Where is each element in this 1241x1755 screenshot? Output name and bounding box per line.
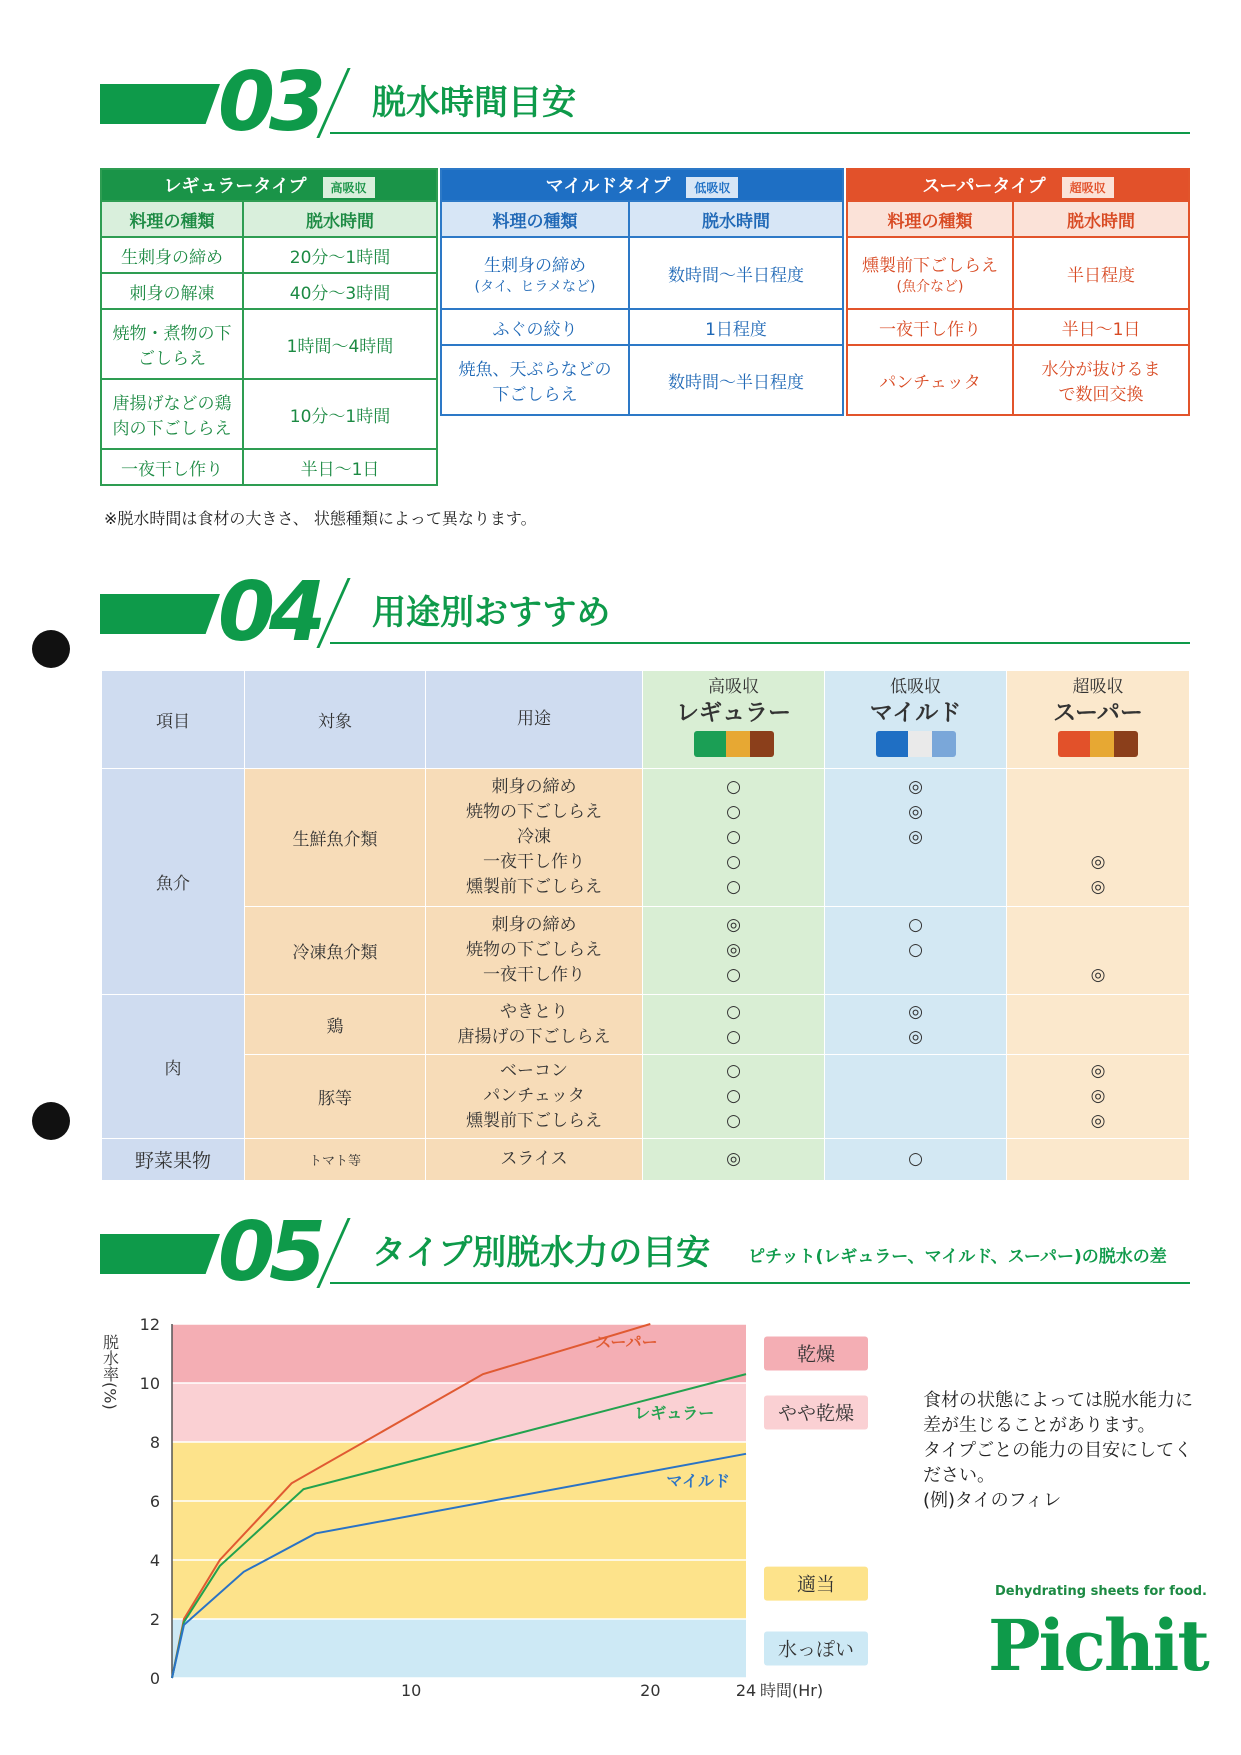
col-regular: 高吸収 レギュラー bbox=[643, 671, 825, 769]
use-cell: 刺身の締め 焼物の下ごしらえ 一夜干し作り bbox=[426, 907, 643, 995]
super-mark-cell: ◎ ◎ bbox=[1007, 769, 1190, 907]
header-rule bbox=[330, 1282, 1190, 1284]
header-rule bbox=[330, 642, 1190, 644]
mild-package-image bbox=[876, 731, 956, 757]
dish-cell: 焼魚、天ぷらなどの下ごしらえ bbox=[441, 345, 629, 415]
x-tick-label: 24 bbox=[735, 1681, 757, 1700]
regular-badge: 高吸収 bbox=[323, 177, 375, 198]
target-cell: 生鮮魚介類 bbox=[245, 769, 426, 907]
col-target: 対象 bbox=[245, 671, 426, 769]
item-cell: 野菜果物 bbox=[102, 1139, 245, 1181]
y-tick-label: 4 bbox=[149, 1551, 160, 1570]
time-cell: 水分が抜けるまで数回交換 bbox=[1013, 345, 1189, 415]
time-cell: 半日〜1日 bbox=[243, 449, 437, 485]
section-title: タイプ別脱水力の目安 bbox=[372, 1233, 711, 1273]
use-cell: 刺身の締め 焼物の下ごしらえ 冷凍 一夜干し作り 燻製前下ごしらえ bbox=[426, 769, 643, 907]
section-03-header bbox=[100, 55, 1190, 150]
y-tick-label: 2 bbox=[149, 1610, 160, 1629]
x-axis-label: 時間(Hr) bbox=[760, 1681, 824, 1700]
band-label: 適当 bbox=[796, 1573, 836, 1596]
band-label: 水っぽい bbox=[777, 1638, 855, 1661]
item-cell: 魚介 bbox=[102, 769, 245, 995]
target-cell: トマト等 bbox=[245, 1139, 426, 1181]
mild-mark-cell: ◎ ◎ bbox=[825, 995, 1007, 1055]
series-label: レギュラー bbox=[634, 1403, 715, 1423]
x-tick-label: 20 bbox=[640, 1681, 661, 1700]
use-cell: ベーコン パンチェッタ 燻製前下ごしらえ bbox=[426, 1055, 643, 1139]
regular-mark-cell: ○ ○ ○ ○ ○ bbox=[643, 769, 825, 907]
band-label: 乾燥 bbox=[796, 1343, 836, 1366]
dish-cell: 生刺身の締め bbox=[101, 237, 243, 273]
regular-mark-cell: ◎ ◎ ○ bbox=[643, 907, 825, 995]
y-tick-label: 6 bbox=[149, 1492, 160, 1511]
dish-cell: 生刺身の締め (タイ、ヒラメなど) bbox=[441, 237, 629, 309]
header-slash bbox=[316, 578, 350, 648]
pichit-logo: Pichit bbox=[988, 1604, 1208, 1687]
punch-hole-top bbox=[32, 630, 70, 668]
regular-time-table bbox=[100, 168, 438, 486]
mild-mark-cell: ○ bbox=[825, 1139, 1007, 1181]
time-cell: 数時間〜半日程度 bbox=[629, 345, 843, 415]
use-cell: やきとり 唐揚げの下ごしらえ bbox=[426, 995, 643, 1055]
x-tick-label: 10 bbox=[400, 1681, 422, 1700]
regular-mark-cell: ○ ○ bbox=[643, 995, 825, 1055]
time-cell: 半日〜1日 bbox=[1013, 309, 1189, 345]
section-number: 05 bbox=[218, 1205, 321, 1300]
col-time: 脱水時間 bbox=[1013, 201, 1189, 237]
time-cell: 半日程度 bbox=[1013, 237, 1189, 309]
col-time: 脱水時間 bbox=[243, 201, 437, 237]
side-note-line: 食材の状態によっては脱水能力に差が生じることがあります。 bbox=[923, 1390, 1193, 1436]
time-cell: 数時間〜半日程度 bbox=[629, 237, 843, 309]
series-label: スーパー bbox=[595, 1332, 658, 1352]
y-tick-label: 12 bbox=[139, 1315, 160, 1334]
col-use: 用途 bbox=[426, 671, 643, 769]
header-bar bbox=[100, 594, 220, 634]
super-mark-cell bbox=[1007, 995, 1190, 1055]
y-tick-label: 8 bbox=[149, 1433, 160, 1452]
col-dish: 料理の種類 bbox=[441, 201, 629, 237]
super-mark-cell: ◎ bbox=[1007, 907, 1190, 995]
dish-cell: ふぐの絞り bbox=[441, 309, 629, 345]
header-rule bbox=[330, 132, 1190, 134]
mild-header: マイルドタイプ 低吸収 bbox=[441, 169, 843, 201]
time-cell: 40分〜3時間 bbox=[243, 273, 437, 309]
regular-header: レギュラータイプ 高吸収 bbox=[101, 169, 437, 201]
super-time-table bbox=[846, 168, 1190, 416]
side-note-line: タイプごとの能力の目安にしてください。 bbox=[923, 1440, 1193, 1486]
dish-cell: 焼物・煮物の下ごしらえ bbox=[101, 309, 243, 379]
header-bar bbox=[100, 84, 220, 124]
chart-side-note bbox=[923, 1388, 1193, 1513]
section-title: 用途別おすすめ bbox=[372, 593, 611, 633]
dish-cell: 燻製前下ごしらえ (魚介など) bbox=[847, 237, 1013, 309]
section-05-header bbox=[100, 1205, 1190, 1300]
header-slash bbox=[316, 68, 350, 138]
time-cell: 10分〜1時間 bbox=[243, 379, 437, 449]
mild-time-table bbox=[440, 168, 844, 416]
time-cell: 1日程度 bbox=[629, 309, 843, 345]
band-0 bbox=[172, 1324, 746, 1383]
punch-hole-bottom bbox=[32, 1102, 70, 1140]
col-dish: 料理の種類 bbox=[101, 201, 243, 237]
dish-cell: 一夜干し作り bbox=[101, 449, 243, 485]
col-super: 超吸収 スーパー bbox=[1007, 671, 1190, 769]
mild-mark-cell: ◎ ◎ ◎ bbox=[825, 769, 1007, 907]
item-cell: 肉 bbox=[102, 995, 245, 1139]
y-tick-label: 0 bbox=[149, 1669, 160, 1688]
dehydration-chart bbox=[100, 1310, 900, 1710]
dish-cell: 刺身の解凍 bbox=[101, 273, 243, 309]
col-item: 項目 bbox=[102, 671, 245, 769]
target-cell: 冷凍魚介類 bbox=[245, 907, 426, 995]
col-dish: 料理の種類 bbox=[847, 201, 1013, 237]
regular-package-image bbox=[694, 731, 774, 757]
band-label: やや乾燥 bbox=[777, 1402, 855, 1425]
section-number: 04 bbox=[218, 565, 321, 660]
mild-mark-cell: ○ ○ bbox=[825, 907, 1007, 995]
target-cell: 豚等 bbox=[245, 1055, 426, 1139]
super-mark-cell bbox=[1007, 1139, 1190, 1181]
super-badge: 超吸収 bbox=[1062, 177, 1114, 198]
header-slash bbox=[316, 1218, 350, 1288]
super-mark-cell: ◎ ◎ ◎ bbox=[1007, 1055, 1190, 1139]
regular-mark-cell: ○ ○ ○ bbox=[643, 1055, 825, 1139]
super-package-image bbox=[1058, 731, 1138, 757]
y-tick-label: 10 bbox=[139, 1374, 160, 1393]
dehydration-note: ※脱水時間は食材の大きさ、 状態種類によって異なります。 bbox=[104, 509, 537, 528]
series-label: マイルド bbox=[666, 1471, 731, 1491]
header-bar bbox=[100, 1234, 220, 1274]
mild-mark-cell bbox=[825, 1055, 1007, 1139]
dish-cell: 唐揚げなどの鶏肉の下ごしらえ bbox=[101, 379, 243, 449]
band-3 bbox=[172, 1619, 746, 1678]
super-header: スーパータイプ 超吸収 bbox=[847, 169, 1189, 201]
y-axis-label: 脱水率(%) bbox=[100, 1334, 120, 1410]
side-note-line: (例)タイのフィレ bbox=[923, 1490, 1062, 1511]
dish-cell: パンチェッタ bbox=[847, 345, 1013, 415]
section-title: 脱水時間目安 bbox=[372, 83, 576, 123]
usage-recommend-table bbox=[101, 670, 1190, 1181]
col-time: 脱水時間 bbox=[629, 201, 843, 237]
time-cell: 1時間〜4時間 bbox=[243, 309, 437, 379]
dish-cell: 一夜干し作り bbox=[847, 309, 1013, 345]
section-number: 03 bbox=[218, 55, 321, 150]
target-cell: 鶏 bbox=[245, 995, 426, 1055]
brand-tagline: Dehydrating sheets for food. bbox=[995, 1584, 1207, 1599]
mild-badge: 低吸収 bbox=[686, 177, 738, 198]
section-subtitle: ピチット(レギュラー、マイルド、スーパー)の脱水の差 bbox=[748, 1247, 1167, 1267]
col-mild: 低吸収 マイルド bbox=[825, 671, 1007, 769]
time-cell: 20分〜1時間 bbox=[243, 237, 437, 273]
section-04-header bbox=[100, 565, 1190, 660]
regular-mark-cell: ◎ bbox=[643, 1139, 825, 1181]
use-cell: スライス bbox=[426, 1139, 643, 1181]
